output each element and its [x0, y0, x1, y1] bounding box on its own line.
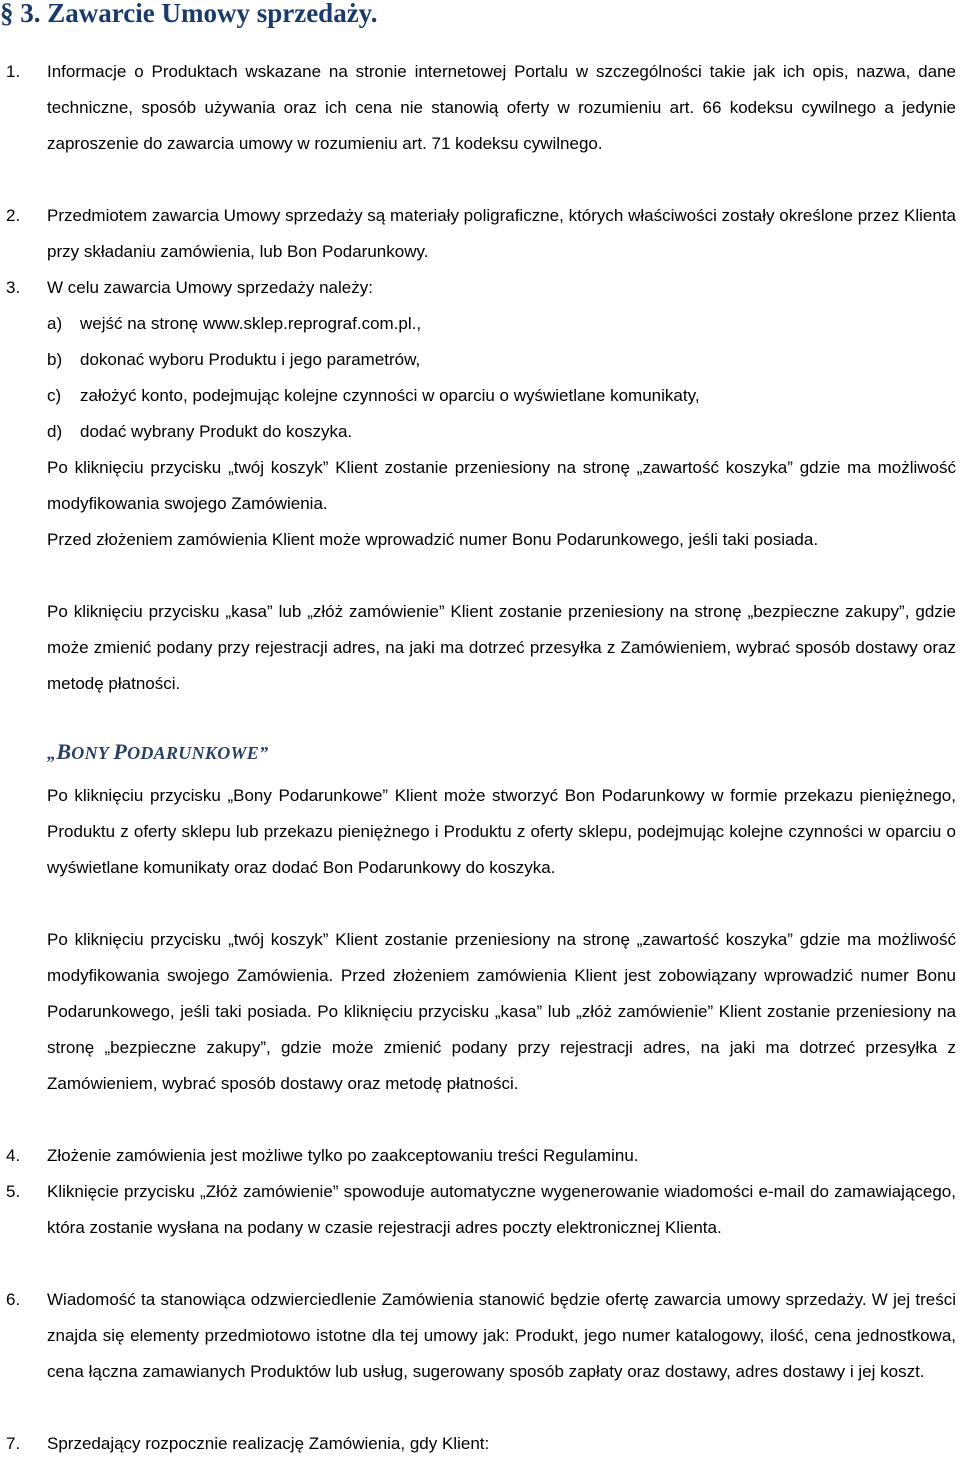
- paragraph-bony-cart: Po kliknięciu przycisku „twój koszyk” Klient zostanie przeniesiony na stronę „zawartość koszyka” gdzie ma możliwość modyfikowania swojego Zamówienia. Przed złożeniem zamówienia Klient jest zobowiązany wprowadzić numer Bonu Podarunkowego, jeśli taki posiada. Po kliknięciu przycisku „kasa” lub „złóż zamówienie” Klient zostanie przeniesiony na stronę „bezpieczne zakupy”, gdzie może zmienić podany przy rejestracji adres, na jaki ma dotrzeć przesyłka z Zamówieniem, wybrać sposób dostawy oraz metodę płatności.: [47, 930, 956, 1093]
- item-text: Przedmiotem zawarcia Umowy sprzedaży są materiały poligraficzne, których właściwości zostały określone przez Klienta przy składaniu zamówienia, lub Bon Podarunkowy.: [47, 206, 956, 261]
- step-letter: b): [47, 350, 63, 369]
- step-text: wejść na stronę www.sklep.reprograf.com.pl.,: [80, 314, 422, 333]
- item-text: Wiadomość ta stanowiąca odzwierciedlenie Zamówienia stanowić będzie ofertę zawarcia umowy sprzedaży. W jej treści znajda się elementy przedmiotowo istotne dla tej umowy jak: Produkt, jego numer katalogowy, ilość, cena jednostkowa, cena łączna zamawianych Produktów lub usług, sugerowany sposób zapłaty oraz dostawy, adres dostawy i jej koszt.: [47, 1290, 956, 1381]
- paragraph-cart: Po kliknięciu przycisku „twój koszyk” Klient zostanie przeniesiony na stronę „zawartość koszyka” gdzie ma możliwość modyfikowania swojego Zamówienia.: [47, 458, 956, 513]
- item-text: Kliknięcie przycisku „Złóż zamówienie” spowoduje automatyczne wygenerowanie wiadomości e-mail do zamawiającego, która zostanie wysłana na podany w czasie rejestracji adres poczty elektronicznej Klienta.: [47, 1182, 956, 1237]
- paragraph-voucher: Przed złożeniem zamówienia Klient może wprowadzić numer Bonu Podarunkowego, jeśli taki posiada.: [47, 530, 819, 549]
- list-item: [47, 378, 956, 414]
- step-text: założyć konto, podejmując kolejne czynności w oparciu o wyświetlane komunikaty,: [80, 386, 700, 405]
- item-number: 6.: [6, 1290, 21, 1309]
- paragraph-bony-intro: Po kliknięciu przycisku „Bony Podarunkowe” Klient może stworzyć Bon Podarunkowy w formie przekazu pieniężnego, Produktu z oferty sklepu lub przekazu pieniężnego i Produktu z oferty sklepu, podejmując kolejne czynności w oparciu o wyświetlane komunikaty oraz dodać Bon Podarunkowy do koszyka.: [47, 786, 956, 877]
- section-title: § 3. Zawarcie Umowy sprzedaży.: [0, 0, 378, 28]
- item-text: Informacje o Produktach wskazane na stronie internetowej Portalu w szczególności takie jak ich opis, nazwa, dane techniczne, sposób używania oraz ich cena nie stanowią oferty w rozumieniu art. 66 kodeksu cywilnego a jedynie zaproszenie do zawarcia umowy w rozumieniu art. 71 kodeksu cywilnego.: [47, 62, 956, 153]
- list-item: [47, 414, 956, 450]
- item-text: W celu zawarcia Umowy sprzedaży należy:: [47, 278, 373, 297]
- item-number: 2.: [6, 206, 21, 225]
- item-number: 5.: [6, 1182, 21, 1201]
- item-number: 3.: [6, 278, 21, 297]
- list-item: [47, 342, 956, 378]
- item-number: 7.: [6, 1434, 21, 1453]
- paragraph-checkout: Po kliknięciu przycisku „kasa” lub „złóż zamówienie” Klient zostanie przeniesiony na stronę „bezpieczne zakupy”, gdzie może zmienić podany przy rejestracji adres, na jaki ma dotrzeć przesyłka z Zamówieniem, wybrać sposób dostawy oraz metodę płatności.: [47, 602, 956, 693]
- item-text: Sprzedający rozpocznie realizację Zamówienia, gdy Klient:: [47, 1434, 490, 1453]
- step-letter: d): [47, 422, 63, 441]
- list-item: [47, 306, 956, 342]
- item-number: 4.: [6, 1146, 21, 1165]
- item-number: 1.: [6, 62, 21, 81]
- step-text: dodać wybrany Produkt do koszyka.: [80, 422, 353, 441]
- item-text: Złożenie zamówienia jest możliwe tylko po zaakceptowaniu treści Regulaminu.: [47, 1146, 639, 1165]
- step-letter: a): [47, 314, 63, 333]
- step-text: dokonać wyboru Produktu i jego parametrów,: [80, 350, 421, 369]
- step-letter: c): [47, 386, 62, 405]
- bony-heading: „BONY PODARUNKOWE”: [47, 739, 269, 764]
